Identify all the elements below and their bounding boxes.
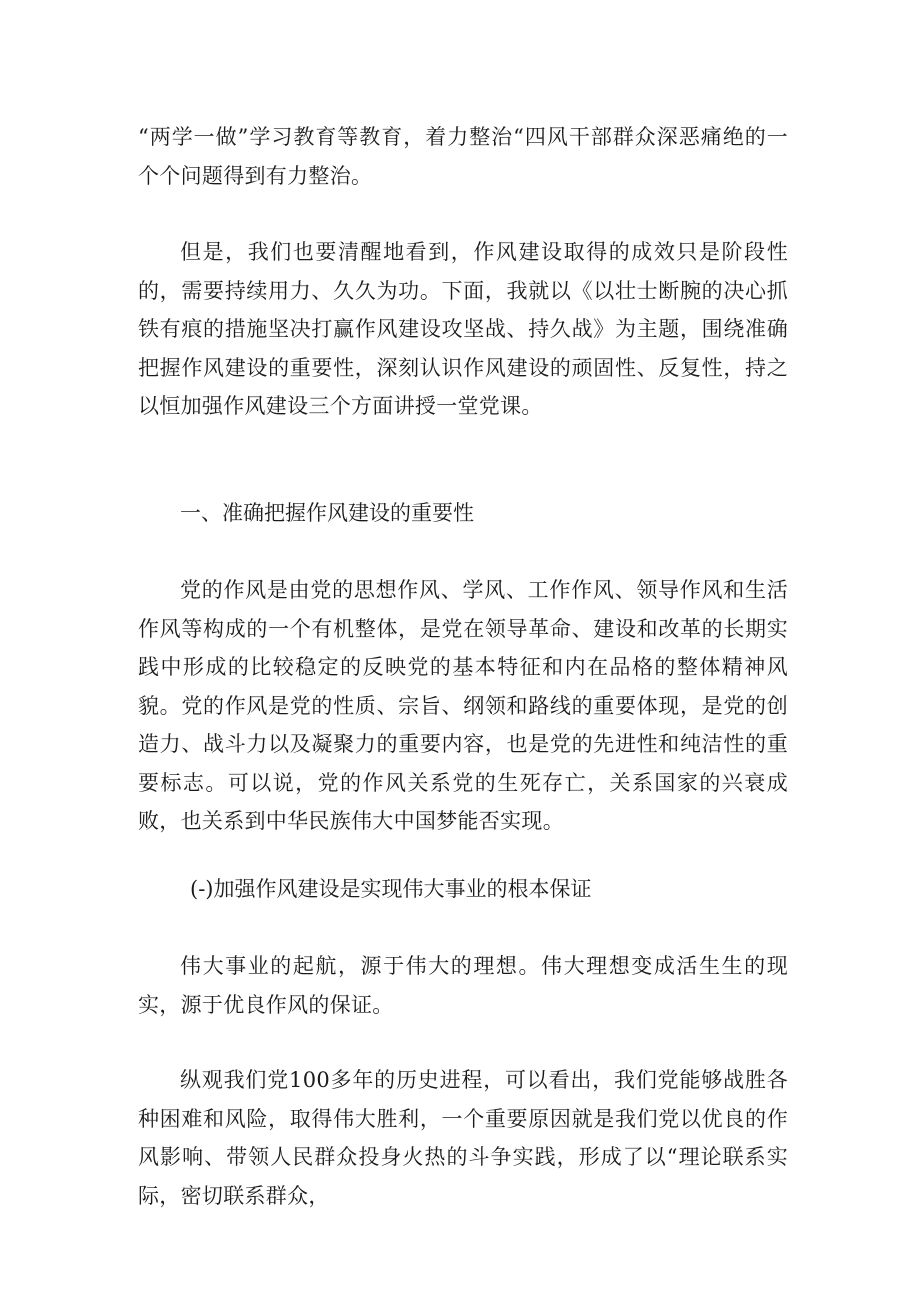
paragraph-great-cause: 伟大事业的起航，源于伟大的理想。伟大理想变成活生生的现实，源于优良作风的保证。 — [138, 954, 788, 1017]
paragraph-continuation: “两学一做”学习教育等教育，着力整治“四风干部群众深恶痛绝的一个个问题得到有力整治。 — [138, 125, 788, 188]
paragraph-intro: 但是，我们也要清醒地看到，作风建设取得的成效只是阶段性的，需要持续用力、久久为功。下面，我就以《以壮士断腕的决心抓铁有痕的措施坚决打赢作风建设攻坚战、持久战》为主题，围绕准确把握作风建设的重要性，深刻认识作风建设的顽固性、反复性，持之以恒加强作风建设三个方面讲授一堂党课。 — [138, 240, 788, 418]
paragraph-party-style: 党的作风是由党的思想作风、学风、工作作风、领导作风和生活作风等构成的一个有机整体，是党在领导革命、建设和改革的长期实践中形成的比较稳定的反映党的基本特征和内在品格的整体精神风貌。党的作风是党的性质、宗旨、纲领和路线的重要体现，是党的创造力、战斗力以及凝聚力的重要内容，也是党的先进性和纯洁性的重要标志。可以说，党的作风关系党的生死存亡，关系国家的兴衰成败，也关系到中华民族伟大中国梦能否实现。 — [138, 578, 788, 833]
subsection-heading-1: (-)加强作风建设是实现伟大事业的根本保证 — [190, 877, 592, 901]
paragraph-history: 纵观我们党100多年的历史进程，可以看出，我们党能够战胜各种困难和风险，取得伟大胜利，一个重要原因就是我们党以优良的作风影响、带领人民群众投身火热的斗争实践，形成了以“理论联系实际，密切联系群众， — [138, 1068, 788, 1208]
section-heading-1: 一、准确把握作风建设的重要性 — [180, 501, 474, 525]
